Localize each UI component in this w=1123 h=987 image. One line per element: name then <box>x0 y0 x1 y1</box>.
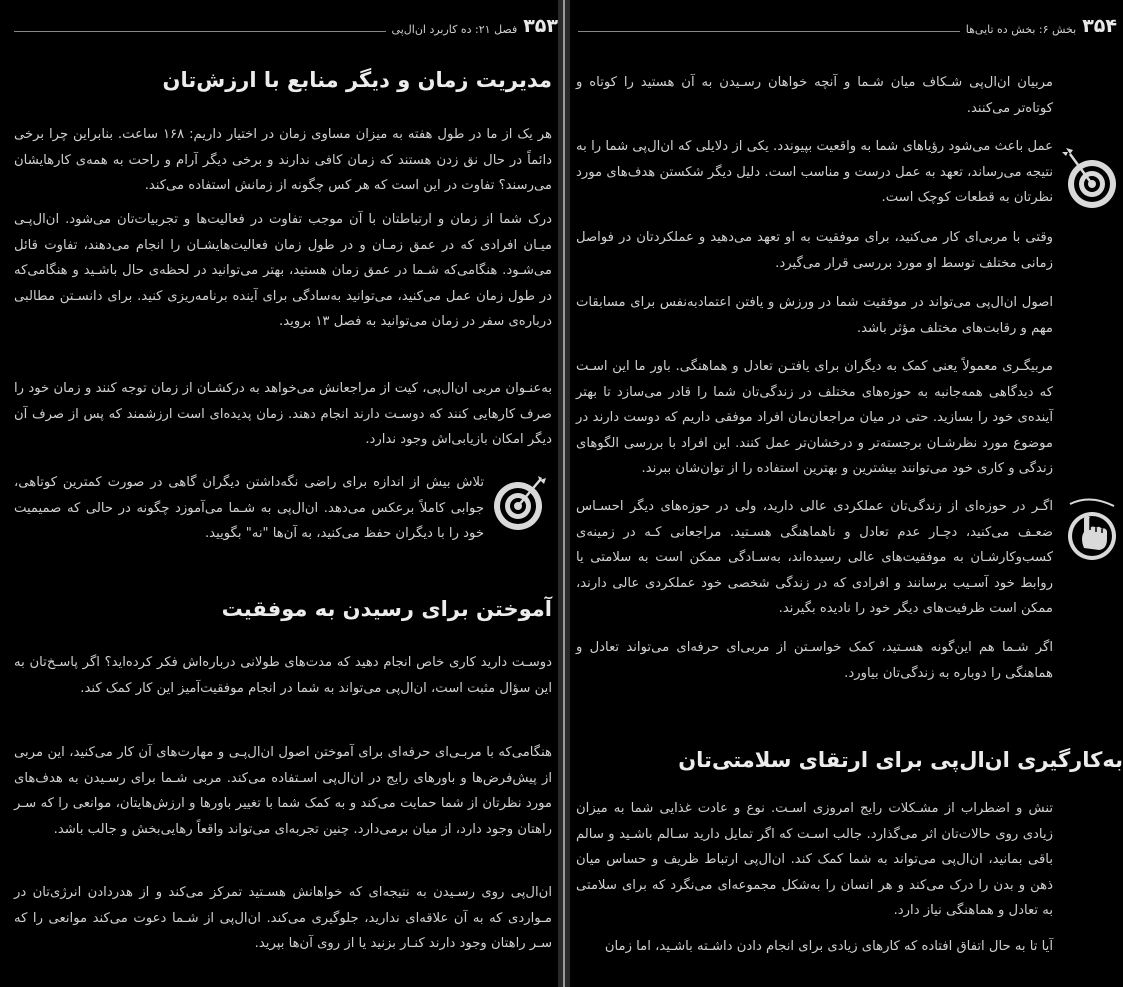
page-number: ۳۵۳ <box>523 15 558 37</box>
spine-line <box>563 0 565 987</box>
left-page <box>0 0 558 987</box>
target-icon <box>1058 142 1122 212</box>
paragraph: هر یک از ما در طول هفته به میزان مساوی زمان در اختیار داریم: ۱۶۸ ساعت. بنابراین چرا برخی دائماً در حال نق زدن هستند که زمان کافی ندارند و برخی دیگر آرام و راحت به همه‌ی کارهایشان می‌رسند؟ تفاوت در این است که هر کس چگونه از زمانش استفاده می‌کند. <box>14 127 552 193</box>
paragraph: هنگامی‌که با مربـی‌ای حرفه‌ای برای آموختن اصول ان‌ال‌پـی و مهارت‌های آن کار می‌کنید، این مربی از پیش‌فرض‌ها و باورهای رایج در ان‌ال‌پی اسـتفاده می‌کند. مربی شـما برای رسـیدن به هدف‌های مورد نظرتان از شما حمایت می‌کند و به کمک شما با تغییر باورها و ارزش‌هایتان، موانعی را که سـر راهتان وجود دارد، از میان برمی‌دارد. چنین تجربه‌ای می‌تواند واقعاً رهایی‌بخش و جالب باشد. <box>14 745 552 837</box>
paragraph: ان‌ال‌پی روی رسـیدن به نتیجه‌ای که خواهانش هسـتید تمرکز می‌کند و از هدردادن انرژی‌تان در مـواردی که به آن علاقه‌ای ندارید، جلوگیری می‌کند. ان‌ال‌پی از شـما دعوت می‌کند موانعی را که سـر راهتان وجود دارند کنـار بزنید یا از روی آن‌ها بپرید. <box>14 885 552 951</box>
remember-paragraph: اگـر در حوزه‌ای از زندگی‌تان عملکردی عالی دارید، ولی در حوزه‌های دیگر احسـاس ضعـف می‌کنید، دچـار عدم تعادل و ناهماهنگی هسـتید. مراجعانی کـه در زمینه‌ی کسب‌وکارشـان به موفقیت‌های عالی رسیده‌اند، به‌سـادگی ممکن است به سلامتی یا روابط خود آسـیب برسانند و افرادی که در زندگی شخصی خود عملکردی عالی دارند، ممکن است ظرفیت‌های دیگر خود را نادیده بگیرند. <box>576 499 1053 616</box>
remember-finger-icon <box>1062 496 1122 566</box>
target-icon <box>488 470 552 534</box>
paragraph: آیا تا به حال اتفاق افتاده که کارهای زیادی برای انجام دادن داشـته باشـید، اما زمان <box>604 939 1053 954</box>
paragraph: به‌عنـوان مربی ان‌ال‌پی، کیت از مراجعانش می‌خواهد به درکشـان از زمان توجه کنند و زمان خود را صرف کارهایی کنند که دوسـت دارند انجام دهند. زمان پدیده‌ای است ارزشمند که پس از صرف آن دیگر امکان بازیابی‌اش وجود ندارد. <box>14 381 552 447</box>
paragraph: وقتی با مربی‌ای کار می‌کنید، برای موفقیت به او تعهد می‌دهید و عملکردتان در فواصل زمانی مختلف توسط او مورد بررسی قرار می‌گیرد. <box>576 230 1053 271</box>
paragraph: مربیان ان‌ال‌پی شـکاف میان شـما و آنچه خواهان رسـیدن به آن هستید را کوتاه و کوتاه‌تر می‌کنند. <box>576 75 1053 116</box>
left-running-header <box>14 14 558 36</box>
paragraph: مربیگـری معمولاً یعنی کمک به دیگران برای یافتـن تعادل و هماهنگی. باور ما این اسـت که دیدگاهی همه‌جانبه به حوزه‌های مختلف در زندگی‌تان شما را قادر می‌سازد تا بهتر آینده‌ی خود را بسازید. حتی در میان مراجعان‌مان افراد موفقی داریم که دوست دارند در موضوع مورد نظرشـان برجسته‌تر و درخشان‌تر عمل کنند. این افراد با بررسی الگوهای زندگی و کاری خود می‌توانند بیشترین و بهترین استفاده را از توان‌شان ببرند. <box>576 359 1053 476</box>
header-rule <box>14 31 386 32</box>
part-title: بخش ۶: بخش ده تایی‌ها <box>965 23 1077 36</box>
page-number: ۳۵۴ <box>1082 15 1117 37</box>
tip-paragraph: تلاش بیش از اندازه برای راضی نگه‌داشتن دیگران گاهی در صورت کمترین کوتاهی، جوابی کاملاً برعکس می‌دهد. ان‌ال‌پی به شـما می‌آموزد چگونه در حالی که صمیمیت خود را با دیگران حفظ می‌کنید، به آن‌ها "نه" بگویید. <box>14 475 484 541</box>
header-rule <box>578 31 960 32</box>
section-heading-health: به‌کارگیری ان‌ال‌پی برای ارتقای سلامتی‌تان <box>678 748 1123 772</box>
right-page <box>570 0 1123 987</box>
paragraph: دوسـت دارید کاری خاص انجام دهید که مدت‌های طولانی درباره‌اش فکر کرده‌اید؟ اگر پاسـخ‌تان به این سؤال مثبت است، ان‌ال‌پی می‌تواند به شما در انجام موفقیت‌آمیز این کار کمک کند. <box>14 655 552 696</box>
paragraph: اگر شـما هم این‌گونه هسـتید، کمک خواسـتن از مربی‌ای حرفه‌ای می‌تواند تعادل و هماهنگی را دوباره به زندگی‌تان بیاورد. <box>576 640 1053 681</box>
paragraph: درک شما از زمان و ارتباطتان با آن موجب تفاوت در فعالیت‌ها و تجربیات‌تان می‌شود. ان‌ال‌پـی میـان افرادی که در عمق زمـان و در طول زمان فعالیت‌هایشـان را انجام می‌دهند، تفاوت قائل می‌شـود. هنگامی‌که شـما در عمق زمان هستید، بهتر می‌توانید در لحظه‌ی حال باشـید و هنگامی‌که در طول زمان عمل می‌کنید، می‌توانید به‌سادگی برای آینده برنامه‌ریزی کنید. برای دانسـتن مطالبی درباره‌ی سفر در زمان می‌توانید به فصل ۱۳ بروید. <box>14 212 552 329</box>
paragraph: تنش و اضطراب از مشـکلات رایج امروزی اسـت. نوع و عادت غذایی شما به میزان زیادی روی حالات‌تان اثر می‌گذارد. جالب اسـت که اگر تمایل دارید سـالم باشـید و سالم باقی بمانید، ان‌ال‌پی می‌تواند به شما کمک کند. ان‌ال‌پی ارتباط ظریف و حساس میان ذهن و بدن را درک می‌کند و هر انسان را به‌شکل مجموعه‌ای می‌نگرد که برای سلامتی به تعادل و هماهنگی نیاز دارد. <box>576 801 1053 918</box>
section-heading-time-management: مدیریت زمان و دیگر منابع با ارزش‌تان <box>162 68 552 92</box>
right-running-header <box>578 14 1117 36</box>
paragraph: اصول ان‌ال‌پی می‌تواند در موفقیت شما در ورزش و یافتن اعتمادبه‌نفس برای مسابقات مهم و رقابت‌های مختلف مؤثر باشد. <box>576 295 1053 336</box>
section-heading-learning-success: آموختن برای رسیدن به موفقیت <box>221 597 552 621</box>
tip-paragraph: عمل باعث می‌شود رؤیاهای شما به واقعیت بپیوندد. یکی از دلایلی که ان‌ال‌پی شما را به نتیجه می‌رساند، تعهد به عمل درست و مناسب است. دلیل دیگر شکستن هدف‌های مورد نظرتان به قطعات کوچک است. <box>576 139 1053 205</box>
chapter-title: فصل ۲۱: ده کاربرد ان‌ال‌پی <box>391 23 518 36</box>
